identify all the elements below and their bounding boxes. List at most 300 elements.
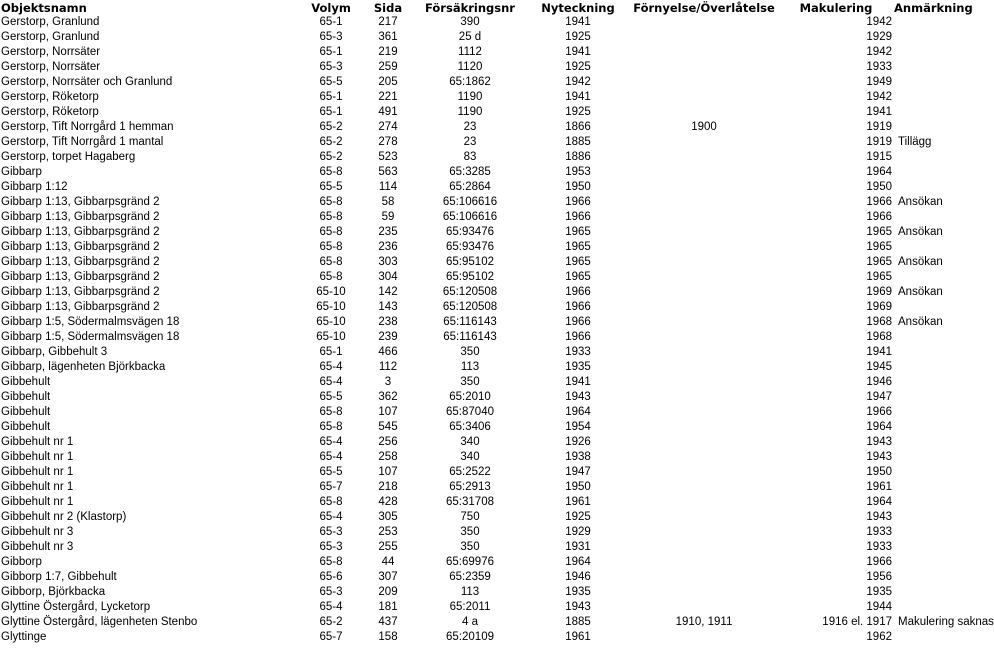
table-row [0, 225, 960, 240]
volym-cell: 65-5 [319, 181, 343, 193]
fornyelse-cell [630, 30, 778, 45]
forsakringsnr-cell: 65:93476 [446, 226, 494, 238]
sida-cell: 256 [378, 436, 398, 448]
makulering-cell: 1965 [866, 226, 892, 238]
fornyelse-cell [630, 225, 778, 240]
objektsnamn-cell: Gibbarp 1:13, Gibbarpsgränd 2 [1, 286, 160, 298]
header-objektsnamn: Objektsnamn [1, 0, 87, 15]
volym-cell: 65-8 [319, 256, 343, 268]
objektsnamn-cell: Glyttinge [1, 631, 47, 643]
volym-cell: 65-1 [319, 46, 343, 58]
makulering-cell: 1942 [866, 16, 892, 28]
table-row [0, 420, 960, 435]
anmarkning-cell [894, 450, 960, 465]
volym-cell: 65-3 [319, 586, 343, 598]
volym-cell: 65-8 [319, 196, 343, 208]
header-volym: Volym [311, 0, 351, 15]
sida-cell: 112 [378, 361, 398, 373]
anmarkning-cell: Ansökan [898, 196, 943, 208]
anmarkning-cell [894, 510, 960, 525]
anmarkning-cell [894, 630, 960, 645]
anmarkning-cell [894, 360, 960, 375]
fornyelse-cell [630, 195, 778, 210]
objektsnamn-cell: Gibbehult [1, 391, 51, 403]
volym-cell: 65-3 [319, 541, 343, 553]
makulering-cell: 1964 [866, 496, 892, 508]
makulering-cell: 1933 [866, 526, 892, 538]
table-row [0, 315, 960, 330]
makulering-cell: 1964 [866, 166, 892, 178]
volym-cell: 65-8 [319, 421, 343, 433]
volym-cell: 65-6 [319, 571, 343, 583]
makulering-cell: 1943 [866, 451, 892, 463]
forsakringsnr-cell: 1120 [457, 61, 483, 73]
objektsnamn-cell: Gerstorp, Tift Norrgård 1 hemman [1, 121, 174, 133]
forsakringsnr-cell: 23 [463, 136, 477, 148]
header-makulering: Makulering [799, 0, 873, 15]
sida-cell: 278 [378, 136, 398, 148]
fornyelse-cell [630, 510, 778, 525]
anmarkning-cell [894, 345, 960, 360]
volym-cell: 65-2 [319, 136, 343, 148]
sida-cell: 107 [378, 406, 398, 418]
sida-cell: 545 [378, 421, 398, 433]
nyteckning-cell: 1950 [565, 481, 591, 493]
volym-cell: 65-4 [319, 511, 343, 523]
makulering-cell: 1941 [866, 106, 892, 118]
anmarkning-cell: Makulering saknas [898, 616, 994, 628]
nyteckning-cell: 1935 [565, 361, 591, 373]
sida-cell: 236 [378, 241, 398, 253]
forsakringsnr-cell: 1190 [457, 106, 483, 118]
volym-cell: 65-8 [319, 556, 343, 568]
volym-cell: 65-1 [319, 16, 343, 28]
forsakringsnr-cell: 65:2913 [449, 481, 491, 493]
sida-cell: 437 [378, 616, 398, 628]
nyteckning-cell: 1946 [565, 571, 591, 583]
sida-cell: 304 [378, 271, 398, 283]
sida-cell: 219 [378, 46, 398, 58]
objektsnamn-cell: Gibbarp 1:12 [1, 181, 68, 193]
anmarkning-cell: Ansökan [898, 256, 943, 268]
fornyelse-cell [630, 555, 778, 570]
objektsnamn-cell: Gerstorp, Granlund [1, 31, 100, 43]
nyteckning-cell: 1953 [565, 166, 591, 178]
forsakringsnr-cell: 4 a [462, 616, 478, 628]
makulering-cell: 1944 [866, 601, 892, 613]
forsakringsnr-cell: 83 [463, 151, 477, 163]
fornyelse-cell [630, 240, 778, 255]
nyteckning-cell: 1941 [565, 16, 591, 28]
sida-cell: 466 [378, 346, 398, 358]
fornyelse-cell [630, 390, 778, 405]
sida-cell: 361 [378, 31, 398, 43]
nyteckning-cell: 1933 [565, 346, 591, 358]
objektsnamn-cell: Gerstorp, Tift Norrgård 1 mantal [1, 136, 164, 148]
nyteckning-cell: 1942 [565, 76, 591, 88]
header-fornyelse: Förnyelse/Överlåtelse [633, 0, 775, 15]
table-row [0, 240, 960, 255]
table-row [0, 390, 960, 405]
fornyelse-cell [630, 375, 778, 390]
table-row [0, 135, 960, 150]
anmarkning-cell [894, 210, 960, 225]
nyteckning-cell: 1925 [565, 511, 591, 523]
sida-cell: 58 [381, 196, 395, 208]
forsakringsnr-cell: 65:106616 [442, 196, 498, 208]
fornyelse-cell [630, 585, 778, 600]
anmarkning-cell [894, 300, 960, 315]
fornyelse-cell [630, 330, 778, 345]
forsakringsnr-cell: 65:2010 [449, 391, 491, 403]
forsakringsnr-cell: 65:120508 [442, 286, 498, 298]
anmarkning-cell [894, 465, 960, 480]
volym-cell: 65-5 [319, 76, 343, 88]
forsakringsnr-cell: 65:69976 [446, 556, 494, 568]
volym-cell: 65-1 [319, 91, 343, 103]
forsakringsnr-cell: 65:106616 [442, 211, 498, 223]
table-row [0, 480, 960, 495]
forsakringsnr-cell: 350 [460, 526, 480, 538]
volym-cell: 65-10 [316, 286, 346, 298]
sida-cell: 523 [378, 151, 398, 163]
nyteckning-cell: 1885 [565, 616, 591, 628]
nyteckning-cell: 1947 [565, 466, 591, 478]
volym-cell: 65-7 [319, 481, 343, 493]
objektsnamn-cell: Gerstorp, Norrsäter [1, 46, 101, 58]
forsakringsnr-cell: 350 [460, 541, 480, 553]
fornyelse-cell [630, 405, 778, 420]
volym-cell: 65-4 [319, 601, 343, 613]
sida-cell: 259 [378, 61, 398, 73]
fornyelse-cell: 1910, 1911 [675, 616, 733, 628]
fornyelse-cell [630, 540, 778, 555]
fornyelse-cell [630, 360, 778, 375]
nyteckning-cell: 1965 [565, 271, 591, 283]
objektsnamn-cell: Gibbarp [1, 166, 42, 178]
table-row [0, 360, 960, 375]
sida-cell: 107 [378, 466, 398, 478]
objektsnamn-cell: Gibbehult nr 3 [1, 541, 74, 553]
header-anmarkning: Anmärkning [894, 0, 973, 15]
forsakringsnr-cell: 65:120508 [442, 301, 498, 313]
nyteckning-cell: 1965 [565, 256, 591, 268]
volym-cell: 65-8 [319, 406, 343, 418]
nyteckning-cell: 1925 [565, 61, 591, 73]
objektsnamn-cell: Gibbehult nr 2 (Klastorp) [1, 511, 127, 523]
fornyelse-cell [630, 15, 778, 30]
fornyelse-cell [630, 450, 778, 465]
fornyelse-cell [630, 570, 778, 585]
nyteckning-cell: 1941 [565, 91, 591, 103]
forsakringsnr-cell: 65:31708 [446, 496, 494, 508]
objektsnamn-cell: Gibbehult [1, 421, 51, 433]
objektsnamn-cell: Gibbarp 1:5, Södermalmsvägen 18 [1, 331, 180, 343]
nyteckning-cell: 1943 [565, 391, 591, 403]
sida-cell: 209 [378, 586, 398, 598]
forsakringsnr-cell: 65:20109 [446, 631, 494, 643]
makulering-cell: 1966 [866, 196, 892, 208]
makulering-cell: 1929 [866, 31, 892, 43]
nyteckning-cell: 1931 [565, 541, 591, 553]
table-row [0, 435, 960, 450]
forsakringsnr-cell: 65:116143 [443, 316, 497, 328]
anmarkning-cell [894, 600, 960, 615]
sida-cell: 142 [378, 286, 398, 298]
makulering-cell: 1964 [866, 421, 892, 433]
anmarkning-cell [894, 75, 960, 90]
anmarkning-cell [894, 390, 960, 405]
nyteckning-cell: 1965 [565, 241, 591, 253]
objektsnamn-cell: Gibborp 1:7, Gibbehult [1, 571, 117, 583]
makulering-cell: 1966 [866, 211, 892, 223]
sida-cell: 218 [378, 481, 398, 493]
volym-cell: 65-7 [319, 631, 343, 643]
objektsnamn-cell: Gibbehult [1, 406, 51, 418]
sida-cell: 221 [378, 91, 398, 103]
makulering-cell: 1966 [866, 556, 892, 568]
nyteckning-cell: 1935 [565, 586, 591, 598]
sida-cell: 235 [378, 226, 398, 238]
objektsnamn-cell: Gibbarp, lägenheten Björkbacka [1, 361, 166, 373]
objektsnamn-cell: Gibborp [1, 556, 42, 568]
table-body [0, 15, 994, 645]
forsakringsnr-cell: 350 [460, 346, 480, 358]
forsakringsnr-cell: 65:2359 [449, 571, 491, 583]
objektsnamn-cell: Gibbarp, Gibbehult 3 [1, 346, 108, 358]
objektsnamn-cell: Gerstorp, Röketorp [1, 106, 99, 118]
fornyelse-cell [630, 180, 778, 195]
anmarkning-cell [894, 165, 960, 180]
anmarkning-cell [894, 150, 960, 165]
makulering-cell: 1943 [866, 436, 892, 448]
volym-cell: 65-1 [319, 106, 343, 118]
objektsnamn-cell: Gibbehult nr 1 [1, 496, 74, 508]
forsakringsnr-cell: 390 [460, 16, 480, 28]
table-row [0, 555, 960, 570]
anmarkning-cell [894, 105, 960, 120]
forsakringsnr-cell: 750 [460, 511, 480, 523]
nyteckning-cell: 1941 [565, 46, 591, 58]
sida-cell: 253 [378, 526, 398, 538]
fornyelse-cell [630, 45, 778, 60]
makulering-cell: 1966 [866, 406, 892, 418]
sida-cell: 491 [378, 106, 398, 118]
fornyelse-cell [630, 135, 778, 150]
volym-cell: 65-4 [319, 436, 343, 448]
sida-cell: 158 [378, 631, 398, 643]
forsakringsnr-cell: 1112 [458, 46, 482, 58]
table-row [0, 270, 960, 285]
table-row [0, 450, 960, 465]
anmarkning-cell [894, 405, 960, 420]
anmarkning-cell [894, 540, 960, 555]
sida-cell: 563 [378, 166, 398, 178]
sida-cell: 303 [378, 256, 398, 268]
makulering-cell: 1942 [866, 91, 892, 103]
volym-cell: 65-2 [319, 151, 343, 163]
table-row [0, 510, 960, 525]
anmarkning-cell [894, 570, 960, 585]
forsakringsnr-cell: 65:3406 [449, 421, 491, 433]
volym-cell: 65-4 [319, 361, 343, 373]
objektsnamn-cell: Gibborp, Björkbacka [1, 586, 106, 598]
sida-cell: 205 [378, 76, 398, 88]
fornyelse-cell [630, 270, 778, 285]
nyteckning-cell: 1966 [565, 301, 591, 313]
sida-cell: 255 [378, 541, 398, 553]
fornyelse-cell [630, 420, 778, 435]
table-row [0, 375, 960, 390]
nyteckning-cell: 1938 [565, 451, 591, 463]
table-row [0, 405, 960, 420]
makulering-cell: 1968 [866, 316, 892, 328]
forsakringsnr-cell: 65:87040 [446, 406, 494, 418]
anmarkning-cell [894, 120, 960, 135]
forsakringsnr-cell: 65:95102 [446, 271, 494, 283]
table-row [0, 255, 960, 270]
nyteckning-cell: 1941 [565, 376, 591, 388]
makulering-cell: 1915 [866, 151, 892, 163]
makulering-cell: 1919 [866, 121, 892, 133]
fornyelse-cell [630, 285, 778, 300]
anmarkning-cell [894, 435, 960, 450]
volym-cell: 65-2 [319, 121, 343, 133]
sida-cell: 428 [378, 496, 398, 508]
table-row [0, 540, 960, 555]
header-row [0, 0, 960, 15]
volym-cell: 65-3 [319, 526, 343, 538]
forsakringsnr-cell: 65:2011 [449, 601, 491, 613]
fornyelse-cell [630, 630, 778, 645]
fornyelse-cell [630, 60, 778, 75]
objektsnamn-cell: Gerstorp, Norrsäter och Granlund [1, 76, 173, 88]
volym-cell: 65-8 [319, 271, 343, 283]
sida-cell: 274 [378, 121, 398, 133]
volym-cell: 65-8 [319, 166, 343, 178]
table-row [0, 525, 960, 540]
anmarkning-cell [894, 525, 960, 540]
objektsnamn-cell: Gibbehult [1, 376, 51, 388]
sida-cell: 239 [378, 331, 398, 343]
forsakringsnr-cell: 65:2864 [449, 181, 491, 193]
nyteckning-cell: 1886 [565, 151, 591, 163]
nyteckning-cell: 1925 [565, 106, 591, 118]
nyteckning-cell: 1866 [565, 121, 591, 133]
anmarkning-cell [894, 420, 960, 435]
nyteckning-cell: 1966 [565, 211, 591, 223]
anmarkning-cell [894, 555, 960, 570]
objektsnamn-cell: Gerstorp, Norrsäter [1, 61, 101, 73]
objektsnamn-cell: Gibbarp 1:13, Gibbarpsgränd 2 [1, 211, 160, 223]
forsakringsnr-cell: 1190 [457, 91, 483, 103]
forsakringsnr-cell: 113 [460, 361, 480, 373]
nyteckning-cell: 1926 [565, 436, 591, 448]
makulering-cell: 1961 [866, 481, 892, 493]
nyteckning-cell: 1925 [565, 31, 591, 43]
volym-cell: 65-8 [319, 211, 343, 223]
forsakringsnr-cell: 23 [463, 121, 477, 133]
objektsnamn-cell: Gerstorp, Granlund [1, 16, 100, 28]
fornyelse-cell [630, 525, 778, 540]
fornyelse-cell [630, 300, 778, 315]
anmarkning-cell [894, 60, 960, 75]
sida-cell: 114 [378, 181, 398, 193]
volym-cell: 65-8 [319, 241, 343, 253]
forsakringsnr-cell: 350 [460, 376, 480, 388]
fornyelse-cell [630, 495, 778, 510]
makulering-cell: 1962 [866, 631, 892, 643]
anmarkning-cell [894, 480, 960, 495]
table-row [0, 105, 960, 120]
nyteckning-cell: 1966 [565, 196, 591, 208]
fornyelse-cell: 1900 [691, 121, 717, 133]
anmarkning-cell [894, 90, 960, 105]
makulering-cell: 1969 [866, 301, 892, 313]
anmarkning-cell [894, 585, 960, 600]
objektsnamn-cell: Gibbarp 1:13, Gibbarpsgränd 2 [1, 271, 160, 283]
fornyelse-cell [630, 150, 778, 165]
forsakringsnr-cell: 113 [460, 586, 480, 598]
objektsnamn-cell: Gibbehult nr 1 [1, 481, 74, 493]
forsakringsnr-cell: 65:93476 [446, 241, 494, 253]
objektsnamn-cell: Gibbarp 1:13, Gibbarpsgränd 2 [1, 226, 160, 238]
anmarkning-cell [894, 495, 960, 510]
objektsnamn-cell: Gibbarp 1:13, Gibbarpsgränd 2 [1, 241, 160, 253]
fornyelse-cell [630, 345, 778, 360]
volym-cell: 65-5 [319, 391, 343, 403]
table-row [0, 600, 960, 615]
table-row [0, 330, 960, 345]
table-row [0, 615, 960, 630]
table-row [0, 90, 960, 105]
fornyelse-cell [630, 165, 778, 180]
nyteckning-cell: 1929 [565, 526, 591, 538]
fornyelse-cell [630, 210, 778, 225]
table-row [0, 150, 960, 165]
objektsnamn-cell: Gibbarp 1:13, Gibbarpsgränd 2 [1, 196, 160, 208]
objektsnamn-cell: Gibbehult nr 1 [1, 466, 74, 478]
sida-cell: 305 [378, 511, 398, 523]
nyteckning-cell: 1966 [565, 331, 591, 343]
table-row [0, 60, 960, 75]
volym-cell: 65-4 [319, 451, 343, 463]
nyteckning-cell: 1964 [565, 406, 591, 418]
makulering-cell: 1949 [866, 76, 892, 88]
makulering-cell: 1965 [866, 241, 892, 253]
makulering-cell: 1946 [866, 376, 892, 388]
makulering-cell: 1947 [866, 391, 892, 403]
table-row [0, 120, 960, 135]
makulering-cell: 1942 [866, 46, 892, 58]
sida-cell: 362 [378, 391, 398, 403]
volym-cell: 65-3 [319, 61, 343, 73]
makulering-cell: 1935 [866, 586, 892, 598]
anmarkning-cell [894, 270, 960, 285]
sida-cell: 238 [378, 316, 398, 328]
nyteckning-cell: 1965 [565, 226, 591, 238]
volym-cell: 65-3 [319, 31, 343, 43]
nyteckning-cell: 1954 [565, 421, 591, 433]
volym-cell: 65-4 [319, 376, 343, 388]
makulering-cell: 1943 [866, 511, 892, 523]
nyteckning-cell: 1966 [565, 286, 591, 298]
forsakringsnr-cell: 340 [460, 451, 480, 463]
sida-cell: 3 [384, 376, 392, 388]
objektsnamn-cell: Gerstorp, Röketorp [1, 91, 99, 103]
anmarkning-cell [894, 240, 960, 255]
anmarkning-cell [894, 330, 960, 345]
